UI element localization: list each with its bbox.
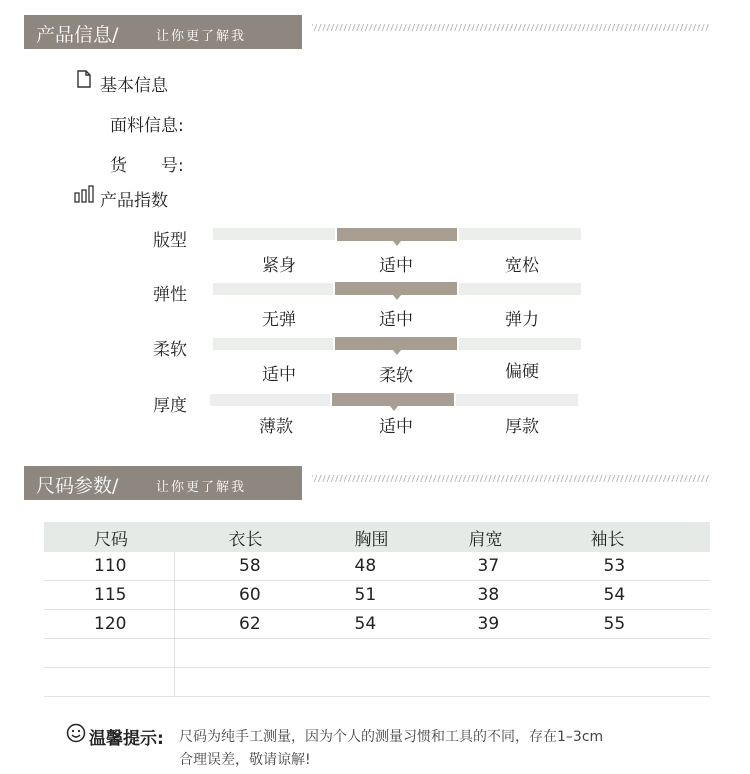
cell: 54 [591,581,711,610]
option-middle: 柔软 [379,366,413,386]
tip-title: 温馨提示: [89,729,164,749]
header-size: 尺码 [44,522,175,552]
product-info-banner [24,15,302,49]
index-bar-left [210,394,330,406]
item-number-label: 货 号: [110,156,184,176]
document-icon [76,70,92,92]
index-bar-selected [335,337,457,350]
basic-info-heading: 基本信息 [100,76,168,96]
index-bar-selected [332,393,454,406]
table-row [44,610,710,639]
header-sleeve: 袖长 [591,522,711,552]
decorative-hatch [312,475,710,482]
selected-pointer [390,406,398,411]
banner-subtitle: 让你更了解我 [156,480,247,495]
index-label: 弹性 [153,285,187,305]
header-chest: 胸围 [355,522,469,552]
index-bar-left [213,283,333,295]
cell: 58 [175,552,355,581]
header-length: 衣长 [175,522,355,552]
table-row [44,581,710,610]
banner-title: 产品信息/ [36,24,119,46]
cell: 60 [175,581,355,610]
option-right: 偏硬 [505,362,539,382]
smile-icon [66,723,86,747]
table-header-row [44,522,710,552]
index-bar-right [456,394,578,406]
product-index-heading: 产品指数 [100,191,168,211]
option-left: 薄款 [259,417,293,437]
option-right: 厚款 [505,417,539,437]
selected-pointer [393,295,401,300]
cell: 115 [44,581,175,610]
cell: 62 [175,610,355,639]
index-bar-selected [337,228,457,241]
header-shoulder: 肩宽 [469,522,591,552]
index-label: 厚度 [153,396,187,416]
index-bar-right [459,338,581,350]
banner-title: 尺码参数/ [36,475,119,497]
bar-chart-icon [74,185,96,207]
cell: 55 [591,610,711,639]
option-right: 宽松 [505,256,539,276]
decorative-hatch [312,24,710,31]
size-params-banner [24,466,302,500]
cell: 53 [591,552,711,581]
cell: 120 [44,610,175,639]
tip-line-2: 合理误差，敬请谅解! [179,752,311,768]
option-middle: 适中 [379,310,413,330]
index-label: 版型 [153,231,187,251]
cell: 37 [469,552,591,581]
fabric-label: 面料信息: [110,116,184,136]
table-row-empty [44,668,710,697]
cell: 48 [355,552,469,581]
cell: 51 [355,581,469,610]
cell: 39 [469,610,591,639]
option-right: 弹力 [505,310,539,330]
index-label: 柔软 [153,340,187,360]
option-left: 适中 [262,365,296,385]
banner-subtitle: 让你更了解我 [156,29,247,44]
table-row [44,552,710,581]
option-left: 无弹 [262,310,296,330]
option-left: 紧身 [262,256,296,276]
index-bar-left [213,228,335,240]
selected-pointer [393,241,401,246]
index-bar-right [459,283,581,295]
table-row-empty [44,639,710,668]
option-middle: 适中 [379,256,413,276]
selected-pointer [393,350,401,355]
size-table [44,522,710,697]
index-bar-selected [335,282,457,295]
index-bar-right [459,228,581,240]
tip-line-1: 尺码为纯手工测量，因为个人的测量习惯和工具的不同，存在1–3cm [179,729,604,745]
cell: 110 [44,552,175,581]
cell: 38 [469,581,591,610]
cell: 54 [355,610,469,639]
index-bar-left [213,338,333,350]
option-middle: 适中 [379,417,413,437]
